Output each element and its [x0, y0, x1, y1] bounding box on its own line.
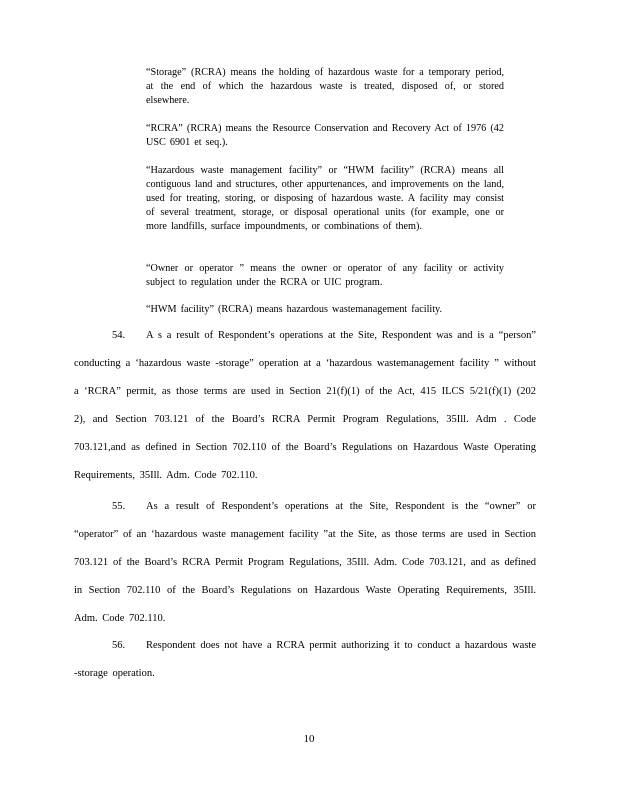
definition-owner-operator: “Owner or operator ” means the owner or operator of any facility or activity subject to regulation under the RCRA or UIC program.	[146, 263, 504, 288]
paragraph-56	[74, 632, 536, 688]
paragraph-number: 56.	[112, 640, 126, 651]
paragraph-54	[74, 322, 536, 490]
paragraph-text: As a result of Respondent’s operations at the Site, Respondent is the “owner” or “operator” of an ‘hazardous waste management facility ”at the Site, as those terms are used in Section 703.121 of the Board’s RCRA Permit Program Regulations, 35Ill. Adm. Code 703.121, and as defined in Section 702.110 of the Board’s Regulations on Hazardous Waste Operating Requirements, 35Ill. Adm. Code 702.110.	[74, 501, 536, 624]
paragraph-text: A s a result of Respondent’s operations at the Site, Respondent was and is a “person” conducting a ‘hazardous waste -storage” operation at a ‘hazardous wastemanagement facility ” without a ‘RCRA” permit, as those terms are used in Section 21(f)(1) of the Act, 415 ILCS 5/21(f)(1) (202 2), and Section 703.121 of the Board’s RCRA Permit Program Regulations, 35Ill. Adm . Code 703.121,and as defined in Section 702.110 of the Board’s Regulations on Hazardous Waste Operating Requirements, 35Ill. Adm. Code 702.110.	[74, 330, 536, 481]
definition-hwm-facility-long: “Hazardous waste management facility” or “HWM facility” (RCRA) means all contiguous land and structures, other appurtenances, and improvements on the land, used for treating, storing, or disposing of hazardous waste. A facility may consist of several treatment, storage, or disposal operational units (for example, one or more landfills, surface impoundments, or combinations of them).	[146, 165, 504, 232]
page-number: 10	[303, 733, 315, 745]
definition-storage: “Storage” (RCRA) means the holding of hazardous waste for a temporary period, at the end of which the hazardous waste is treated, disposed of, or stored elsewhere.	[146, 67, 504, 106]
definition-rcra: “RCRA” (RCRA) means the Resource Conservation and Recovery Act of 1976 (42 USC 6901 et seq.).	[146, 123, 504, 148]
paragraph-55	[74, 493, 536, 633]
paragraph-number: 55.	[112, 501, 126, 512]
paragraph-text: Respondent does not have a RCRA permit authorizing it to conduct a hazardous waste -storage operation.	[74, 640, 536, 679]
paragraph-number: 54.	[112, 330, 126, 341]
definition-hwm-facility-short: “HWM facility” (RCRA) means hazardous wastemanagement facility.	[146, 304, 443, 315]
